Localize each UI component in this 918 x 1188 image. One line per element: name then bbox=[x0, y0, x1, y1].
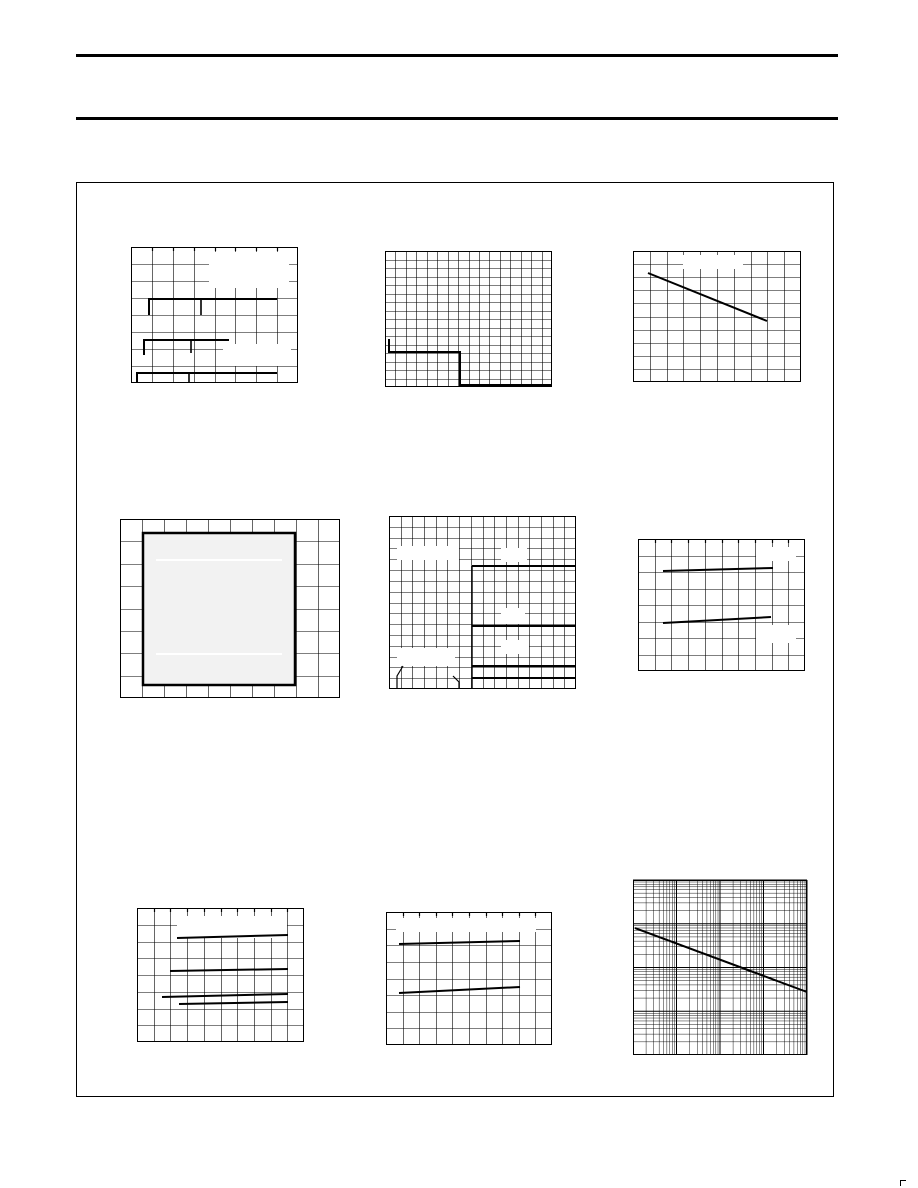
chart-8-plot bbox=[386, 912, 552, 1045]
plot-border bbox=[387, 913, 552, 1045]
chart-6-plot bbox=[638, 539, 805, 671]
header-rule-top bbox=[76, 54, 838, 57]
label-mask bbox=[209, 252, 289, 288]
header-rule-bottom bbox=[76, 117, 838, 120]
label-mask bbox=[756, 625, 796, 643]
chart-7-plot bbox=[137, 908, 304, 1042]
chart-9-plot bbox=[633, 880, 807, 1055]
page-corner-mark bbox=[900, 1180, 906, 1186]
label-mask bbox=[683, 255, 743, 269]
plot-border bbox=[386, 252, 552, 387]
chart-5-plot bbox=[389, 516, 576, 689]
chart-1-plot bbox=[131, 247, 298, 383]
chart-2-plot bbox=[385, 251, 552, 387]
label-mask bbox=[501, 608, 525, 624]
label-mask bbox=[223, 344, 291, 366]
label-mask bbox=[756, 547, 796, 561]
chart-4-plot bbox=[120, 519, 340, 698]
label-mask bbox=[397, 648, 455, 666]
label-mask bbox=[397, 546, 459, 560]
plot-border bbox=[634, 252, 801, 382]
label-mask bbox=[501, 548, 527, 562]
chart-3-plot bbox=[633, 251, 801, 382]
region-fill bbox=[146, 561, 292, 653]
label-mask bbox=[396, 918, 536, 932]
label-mask bbox=[501, 640, 529, 654]
